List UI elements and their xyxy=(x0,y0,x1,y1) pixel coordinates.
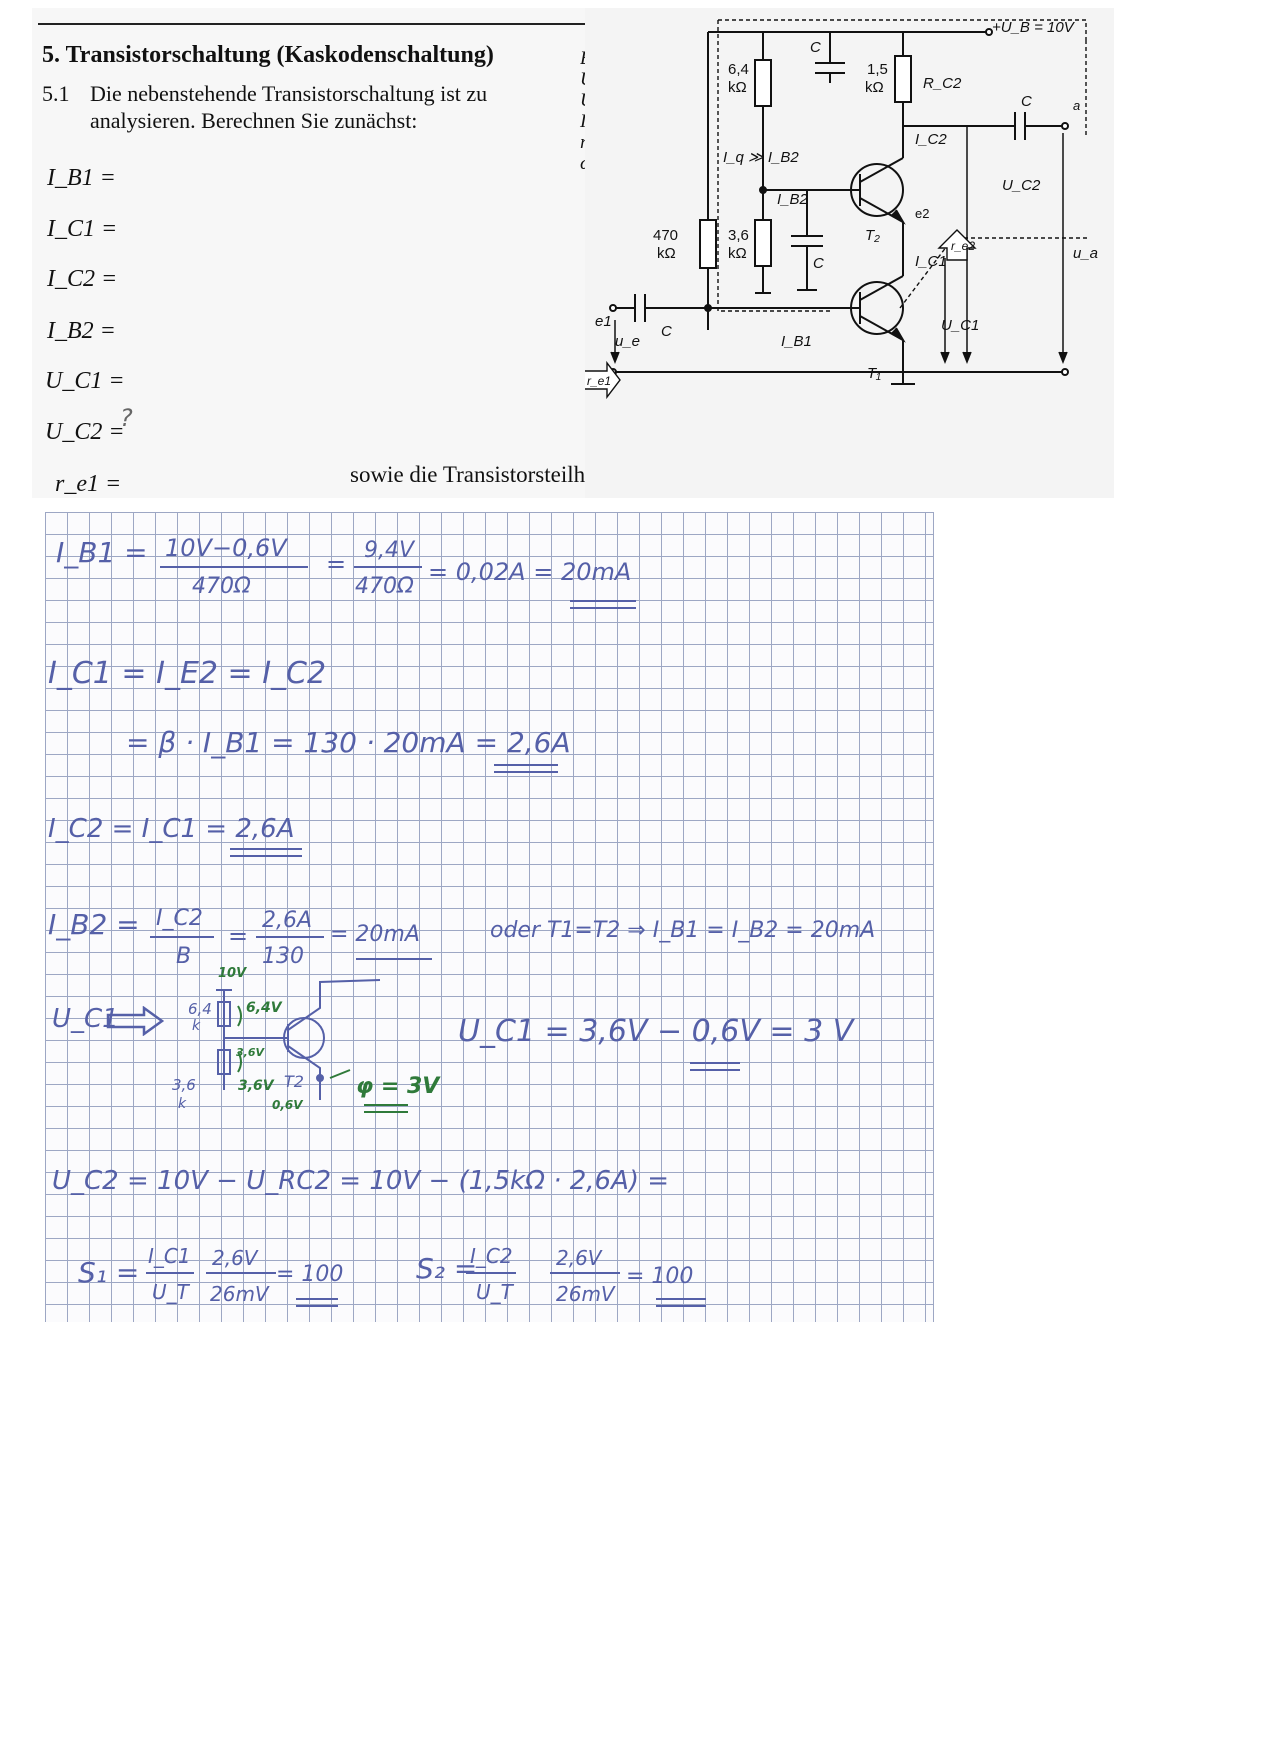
label-ue: u_e xyxy=(615,333,641,350)
label-r15-unit: kΩ xyxy=(865,79,884,96)
note-ib2-alt: oder T1=T2 ⇒ I_B1 = I_B2 = 20mA xyxy=(490,918,876,943)
sketch-k1: k xyxy=(192,1018,201,1034)
note-ib2-num2: 2,6A xyxy=(262,908,313,933)
note-s2-den2: 26mV xyxy=(556,1282,615,1306)
fraction-line xyxy=(150,936,214,938)
result-underline xyxy=(656,1298,706,1307)
label-ic2: I_C2 xyxy=(915,131,947,148)
note-uc2: U_C2 = 10V − U_RC2 = 10V − (1,5kΩ · 2,6A) = xyxy=(52,1166,670,1196)
result-underline xyxy=(296,1298,338,1307)
note-ib2-result: = 20mA xyxy=(330,922,420,947)
task-number: 5.1 xyxy=(42,81,70,106)
fraction-line xyxy=(256,936,324,938)
result-underline xyxy=(690,1062,740,1071)
label-c-in: C xyxy=(661,323,672,340)
question-uc1: U_C1 = xyxy=(45,368,125,394)
voltage-arrows xyxy=(611,126,1067,362)
result-underline xyxy=(230,848,302,857)
transistor-t1 xyxy=(851,276,903,372)
label-e2: e2 xyxy=(915,206,930,221)
question-mark-annotation: ? xyxy=(120,404,133,432)
result-underline xyxy=(364,1104,408,1113)
note-s1-num2: 2,6V xyxy=(212,1246,258,1270)
sketch-64: 6,4 xyxy=(188,1000,212,1018)
given-wc: ωC → ∞ xyxy=(580,153,649,174)
transconductance-question: sowie die Transistorsteilheiten: S₁ = xyxy=(350,462,682,487)
note-ib1-lhs: I_B1 = xyxy=(56,536,148,569)
question-uc2: U_C2 = xyxy=(45,419,125,445)
question-ib1: I_B1 = xyxy=(47,165,116,191)
note-ib1-eq: = xyxy=(326,550,347,578)
fraction-line xyxy=(550,1272,620,1274)
label-uc2: U_C2 xyxy=(1002,177,1041,194)
given-b: B = β = 130 xyxy=(580,48,675,69)
label-ib2: I_B2 xyxy=(777,191,808,208)
cascode-circuit-diagram xyxy=(585,8,1114,498)
sketch-36v-node: 3,6V xyxy=(236,1046,264,1059)
note-s1-num: I_C1 xyxy=(148,1244,191,1268)
sketch-64v: 6,4V xyxy=(246,1000,282,1016)
resistor-470k xyxy=(700,220,716,330)
note-s2-den: U_T xyxy=(476,1280,513,1304)
question-ic1: I_C1 = xyxy=(47,216,118,242)
note-s2-result: = 100 xyxy=(626,1264,694,1289)
label-r36: 3,6 xyxy=(728,227,749,244)
fraction-line xyxy=(206,1272,276,1274)
top-rule xyxy=(38,23,594,25)
note-s1-den2: 26mV xyxy=(210,1282,269,1306)
exercise-title: 5. Transistorschaltung (Kaskodenschaltung) xyxy=(42,42,494,68)
label-ib1: I_B1 xyxy=(781,333,812,350)
label-r470-unit: kΩ xyxy=(657,245,676,262)
note-ib1-num2: 9,4V xyxy=(364,538,415,563)
note-uc1-lhs: U_C1 xyxy=(52,1004,119,1034)
label-r64-unit: kΩ xyxy=(728,79,747,96)
given-ut: U_T = 26 mV xyxy=(580,90,685,111)
sketch-06v: 0,6V xyxy=(272,1098,303,1112)
fraction-line xyxy=(354,566,422,568)
label-re1: r_e1 xyxy=(587,374,612,388)
note-ib2-lhs: I_B2 = xyxy=(48,908,140,941)
label-t1: T₁ xyxy=(867,365,881,382)
note-s2-num2: 2,6V xyxy=(556,1246,602,1270)
note-ic2: I_C2 = I_C1 = 2,6A xyxy=(48,814,295,844)
given-rce: r_CE → ∞ xyxy=(580,132,664,153)
sketch-36v: 3,6V xyxy=(238,1078,274,1094)
given-ube: U_BE = 0,6 V xyxy=(580,69,689,90)
note-ib2-eq: = xyxy=(228,922,249,950)
note-ib2-den: B xyxy=(176,944,192,969)
input-capacitor xyxy=(615,294,860,322)
fraction-line xyxy=(466,1272,516,1274)
note-ib1-num1: 10V−0,6V xyxy=(165,534,287,562)
result-underline xyxy=(494,764,558,773)
label-e1: e1 xyxy=(595,313,612,330)
label-rc2: R_C2 xyxy=(923,75,962,92)
question-s2: S₂ = xyxy=(893,450,936,476)
label-r64: 6,4 xyxy=(728,61,749,78)
supply-rail xyxy=(708,29,992,248)
note-ib2-num: I_C2 xyxy=(156,906,203,931)
question-ib2: I_B2 = xyxy=(47,318,116,344)
label-r36-unit: kΩ xyxy=(728,245,747,262)
question-ic2: I_C2 = xyxy=(47,266,118,292)
label-t2: T₂ xyxy=(865,227,880,244)
result-underline xyxy=(570,600,636,609)
ground-rail xyxy=(610,369,1068,384)
label-ua: u_a xyxy=(1073,245,1099,262)
note-ib2-den2: 130 xyxy=(262,944,304,969)
resistor-rc2 xyxy=(895,32,911,158)
note-s1-lhs: S₁ = xyxy=(78,1256,140,1289)
label-iq: I_q ≫ I_B2 xyxy=(723,149,799,166)
note-uc1-result: U_C1 = 3,6V − 0,6V = 3 V xyxy=(458,1014,854,1049)
label-ic1: I_C1 xyxy=(915,253,947,270)
circuit-labels xyxy=(587,19,1098,388)
label-uc1: U_C1 xyxy=(941,317,980,334)
note-ic1-line2: = β · I_B1 = 130 · 20mA = 2,6A xyxy=(126,726,571,759)
label-c-out: C xyxy=(1021,93,1032,110)
sketch-phi: φ = 3V xyxy=(356,1074,440,1099)
note-s1-result: = 100 xyxy=(276,1262,344,1287)
note-ib1-den1: 470Ω xyxy=(192,574,251,599)
sketch-10v: 10V xyxy=(218,966,247,981)
note-s2-lhs: S₂ = xyxy=(416,1252,478,1285)
label-c-top: C xyxy=(810,39,821,56)
label-r470: 470 xyxy=(653,227,679,244)
resistor-3k6 xyxy=(755,220,771,293)
task-text-line2: analysieren. Berechnen Sie zunächst: xyxy=(90,108,418,133)
note-ib1-den2: 470Ω xyxy=(355,574,414,599)
input-terminal xyxy=(610,305,616,311)
label-re2: r_e2 xyxy=(951,239,976,253)
arrow-icon xyxy=(106,1006,164,1036)
note-s1-den: U_T xyxy=(152,1280,189,1304)
note-ib1-result: = 0,02A = 20mA xyxy=(428,558,632,586)
given-ic: I_C ≈ I_E xyxy=(580,111,656,132)
note-ic1-line1: I_C1 = I_E2 = I_C2 xyxy=(48,656,327,691)
sketch-36: 3,6 xyxy=(172,1076,196,1094)
label-c-base: C xyxy=(813,255,824,272)
fraction-line xyxy=(160,566,308,568)
question-re1: r_e1 = xyxy=(55,471,122,497)
node-dot xyxy=(760,187,766,193)
label-a: a xyxy=(1073,98,1081,113)
note-s2-num: I_C2 xyxy=(470,1244,513,1268)
task-text-line1: Die nebenstehende Transistorschaltung ist zu xyxy=(90,81,488,106)
label-r15: 1,5 xyxy=(867,61,888,78)
sketch-t2: T2 xyxy=(284,1072,304,1091)
label-ub: +U_B = 10V xyxy=(992,19,1074,36)
fraction-line xyxy=(146,1272,194,1274)
sketch-k2: k xyxy=(178,1096,187,1112)
